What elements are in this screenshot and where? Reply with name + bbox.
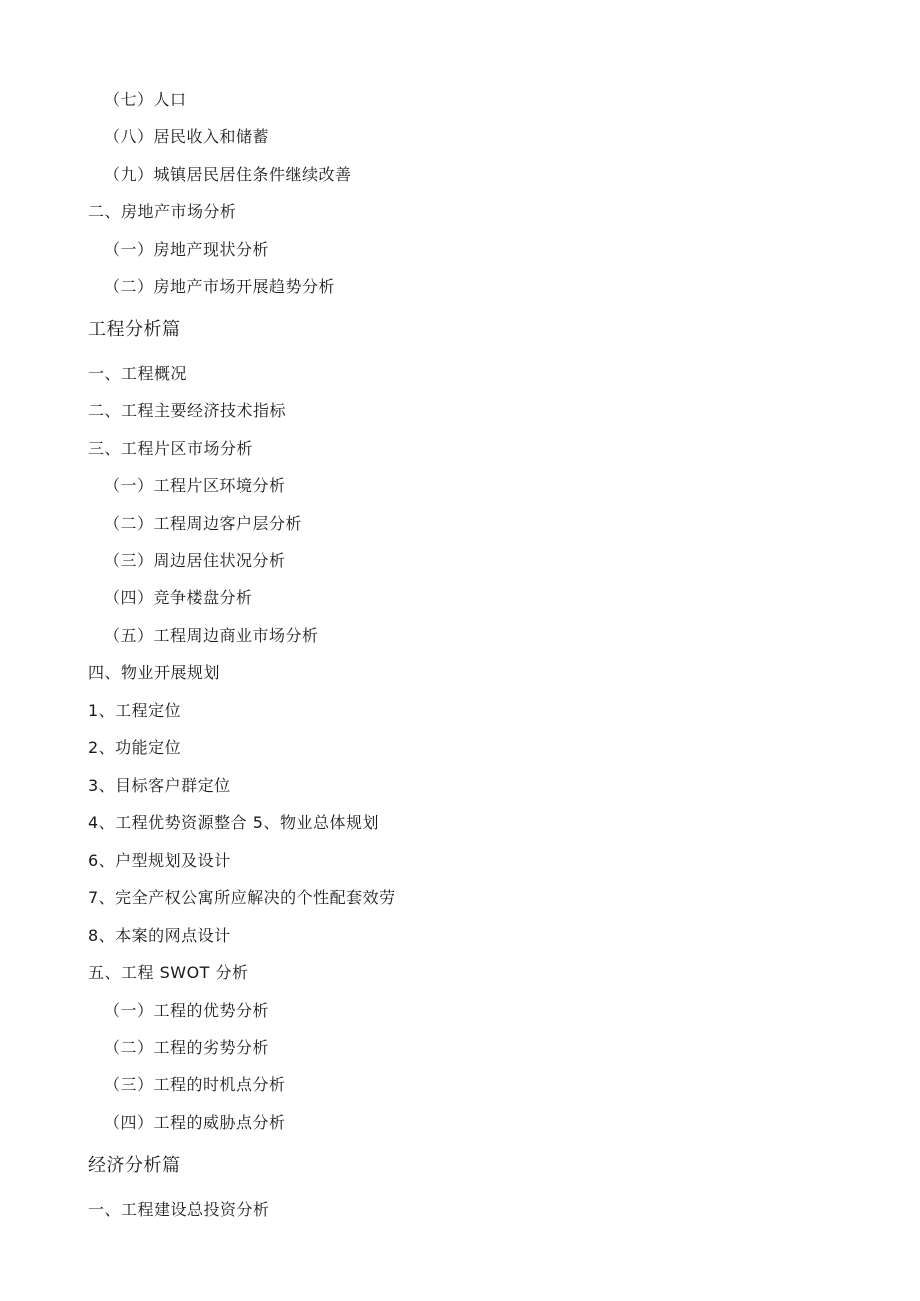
toc-entry: 四、物业开展规划 — [88, 663, 221, 682]
toc-entry: 2、功能定位 — [88, 738, 182, 757]
toc-entry: （一）工程的优势分析 — [104, 1001, 270, 1020]
toc-entry: （三）工程的时机点分析 — [104, 1075, 286, 1094]
toc-entry: （四）工程的威胁点分析 — [104, 1113, 286, 1132]
toc-entry: （五）工程周边商业市场分析 — [104, 626, 319, 645]
toc-entry: （九）城镇居民居住条件继续改善 — [104, 165, 352, 184]
toc-entry: 6、户型规划及设计 — [88, 851, 231, 870]
toc-entry: 4、工程优势资源整合 5、物业总体规划 — [88, 813, 379, 832]
toc-entry: 一、工程建设总投资分析 — [88, 1200, 270, 1219]
toc-entry: （三）周边居住状况分析 — [104, 551, 286, 570]
toc-entry: 三、工程片区市场分析 — [88, 439, 254, 458]
toc-entry: 7、完全产权公寓所应解决的个性配套效劳 — [88, 888, 396, 907]
toc-entry: 1、工程定位 — [88, 701, 182, 720]
toc-entry: （八）居民收入和储蓄 — [104, 127, 270, 146]
toc-entry: （一）工程片区环境分析 — [104, 476, 286, 495]
toc-entry: 一、工程概况 — [88, 364, 188, 383]
toc-entry: 二、房地产市场分析 — [88, 202, 237, 221]
toc-entry: 8、本案的网点设计 — [88, 926, 231, 945]
toc-entry: 二、工程主要经济技术指标 — [88, 401, 287, 420]
toc-entry: （二）房地产市场开展趋势分析 — [104, 277, 336, 296]
toc-entry: （四）竞争楼盘分析 — [104, 588, 253, 607]
toc-entry: （二）工程周边客户层分析 — [104, 514, 303, 533]
section-heading: 经济分析篇 — [88, 1155, 181, 1176]
toc-entry: （七）人口 — [104, 90, 187, 109]
toc-entry: 五、工程 SWOT 分析 — [88, 963, 249, 982]
toc-entry: 3、目标客户群定位 — [88, 776, 231, 795]
section-heading: 工程分析篇 — [88, 319, 181, 340]
toc-entry: （一）房地产现状分析 — [104, 240, 270, 259]
toc-entry: （二）工程的劣势分析 — [104, 1038, 270, 1057]
